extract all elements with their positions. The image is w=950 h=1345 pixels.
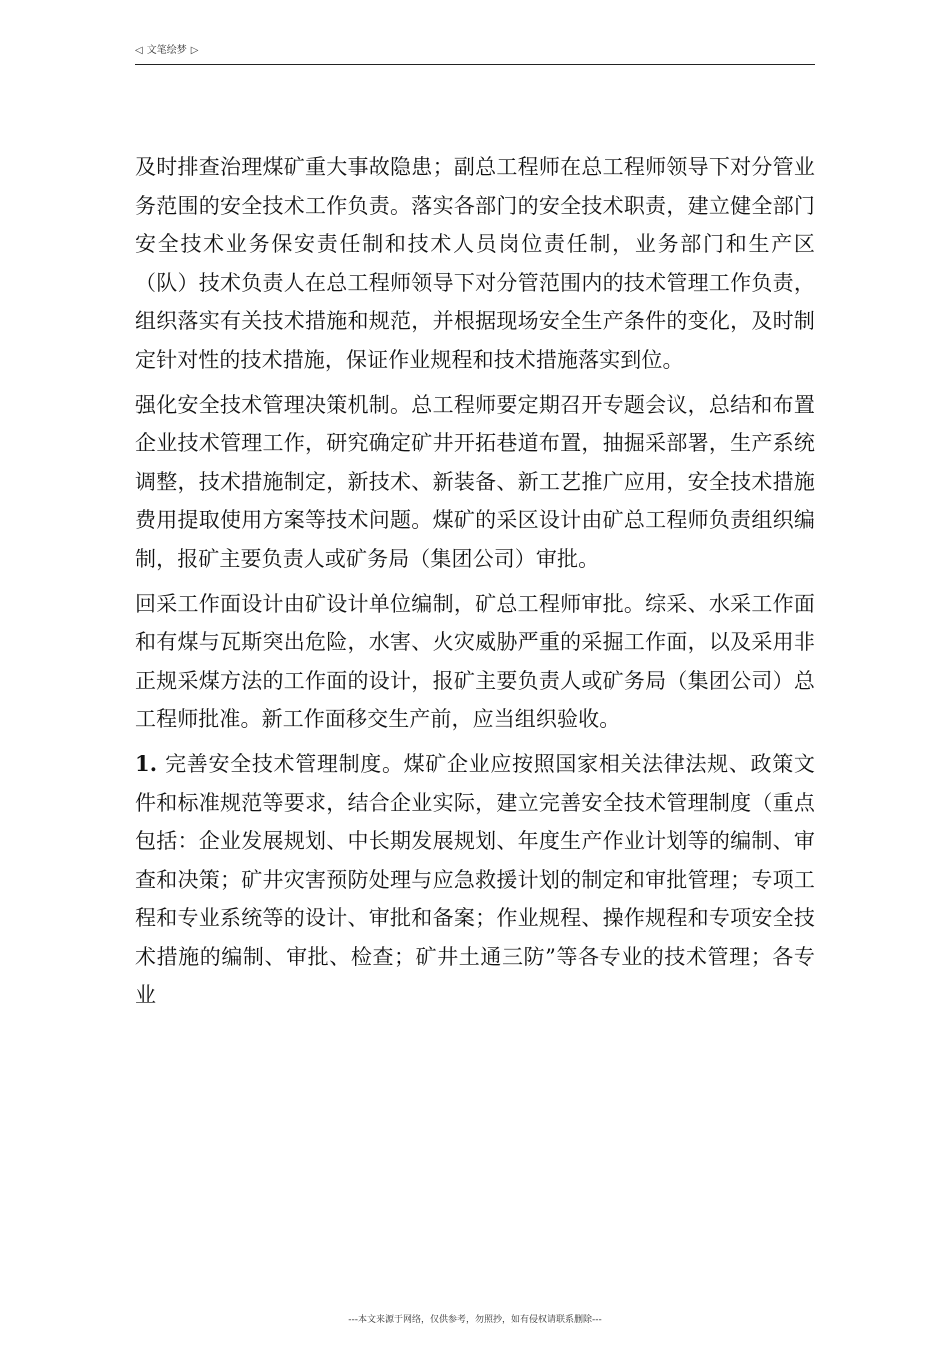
- paragraph-text: 及时排查治理煤矿重大事故隐患；副总工程师在总工程师领导下对分管业务范围的安全技术工作负责。落实各部门的安全技术职责，建立健全部门安全技术业务保安责任制和技术人员岗位责任制，业务部门和生产区（队）技术负责人在总工程师领导下对分管范围内的技术管理工作负责，组织落实有关技术措施和规范，并根据现场安全生产条件的变化，及时制定针对性的技术措施，保证作业规程和技术措施落实到位。: [135, 155, 815, 372]
- paragraph-2: [135, 386, 815, 579]
- right-triangle-icon: ▷: [190, 45, 199, 56]
- page-footer: ---本文来源于网络，仅供参考，勿照抄，如有侵权请联系删除---: [348, 1315, 602, 1325]
- paragraph-4: [135, 745, 815, 1015]
- header-title: 文笔绘梦: [146, 45, 187, 56]
- paragraph-3: [135, 585, 815, 739]
- paragraph-text: 完善安全技术管理制度。煤矿企业应按照国家相关法律法规、政策文件和标准规范等要求，结合企业实际，建立完善安全技术管理制度（重点包括：企业发展规划、中长期发展规划、年度生产作业计划等的编制、审查和决策；矿井灾害预防处理与应急救援计划的制定和审批管理；专项工程和专业系统等的设计、审批和备案；作业规程、操作规程和专项安全技术措施的编制、审批、检查；矿井土通三防”等各专业的技术管理；各专业: [135, 751, 815, 1008]
- paragraph-1: [135, 148, 815, 380]
- paragraph-text: 回采工作面设计由矿设计单位编制，矿总工程师审批。综采、水采工作面和有煤与瓦斯突出危险，水害、火灾威胁严重的采掘工作面，以及采用非正规采煤方法的工作面的设计，报矿主要负责人或矿务局（集团公司）总工程师批准。新工作面移交生产前，应当组织验收。: [135, 591, 815, 732]
- page-header: [135, 44, 815, 65]
- document-body: [135, 148, 815, 1021]
- left-triangle-icon: ◁: [135, 45, 143, 56]
- paragraph-text: 强化安全技术管理决策机制。总工程师要定期召开专题会议，总结和布置企业技术管理工作，研究确定矿井开拓巷道布置，抽掘采部署，生产系统调整，技术措施制定，新技术、新装备、新工艺推广应用，安全技术措施费用提取使用方案等技术问题。煤矿的采区设计由矿总工程师负责组织编制，报矿主要负责人或矿务局（集团公司）审批。: [135, 392, 815, 571]
- list-number: 1.: [135, 750, 166, 776]
